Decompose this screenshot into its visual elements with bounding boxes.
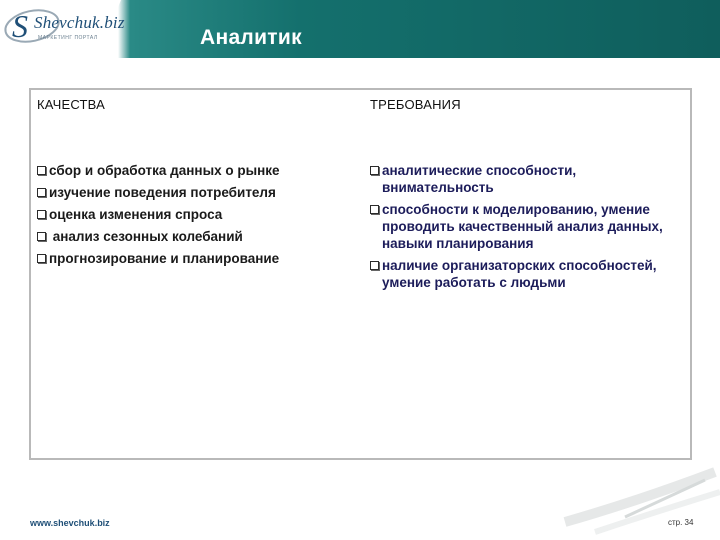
list-item-text: аналитические способности, внимательность [382,163,577,195]
logo-text: Shevchuk.biz [34,13,125,32]
list-item-text: изучение поведения потребителя [49,185,276,200]
list-item-text: наличие организаторских способностей, умение работать с людьми [382,258,657,290]
checkbox-bullet-icon [37,210,46,219]
checkbox-bullet-icon [37,254,46,263]
checkbox-bullet-icon [370,261,379,270]
checkbox-bullet-icon [37,232,46,241]
requirements-list [370,162,688,291]
requirements-heading: ТРЕБОВАНИЯ [370,97,461,112]
list-item [37,184,362,201]
list-item [37,250,362,267]
footer-url[interactable]: www.shevchuk.biz [30,518,110,528]
content-box [29,88,692,460]
list-item-text: анализ сезонных колебаний [49,229,243,244]
logo [2,4,125,50]
pen-decoration-icon [555,462,720,540]
checkbox-bullet-icon [370,205,379,214]
checkbox-bullet-icon [37,166,46,175]
page-title: Аналитик [200,26,302,49]
list-item [370,201,688,252]
svg-text:S: S [12,8,28,44]
logo-subtitle: МАРКЕТИНГ ПОРТАЛ [38,35,98,41]
qualities-heading: КАЧЕСТВА [37,97,105,112]
qualities-column [37,90,362,272]
checkbox-bullet-icon [37,188,46,197]
header-bar [0,0,720,58]
list-item-text: способности к моделированию, умение проводить качественный анализ данных, навыки планирования [382,202,663,251]
qualities-list [37,162,362,267]
list-item [37,162,362,179]
checkbox-bullet-icon [370,166,379,175]
list-item [37,206,362,223]
list-item [370,257,688,291]
list-item-text: оценка изменения спроса [49,207,223,222]
requirements-column [370,90,688,296]
list-item-text: сбор и обработка данных о рынке [49,163,280,178]
page-number: стр. 34 [668,518,694,527]
list-item [370,162,688,196]
list-item [37,228,362,245]
list-item-text: прогнозирование и планирование [49,251,280,266]
